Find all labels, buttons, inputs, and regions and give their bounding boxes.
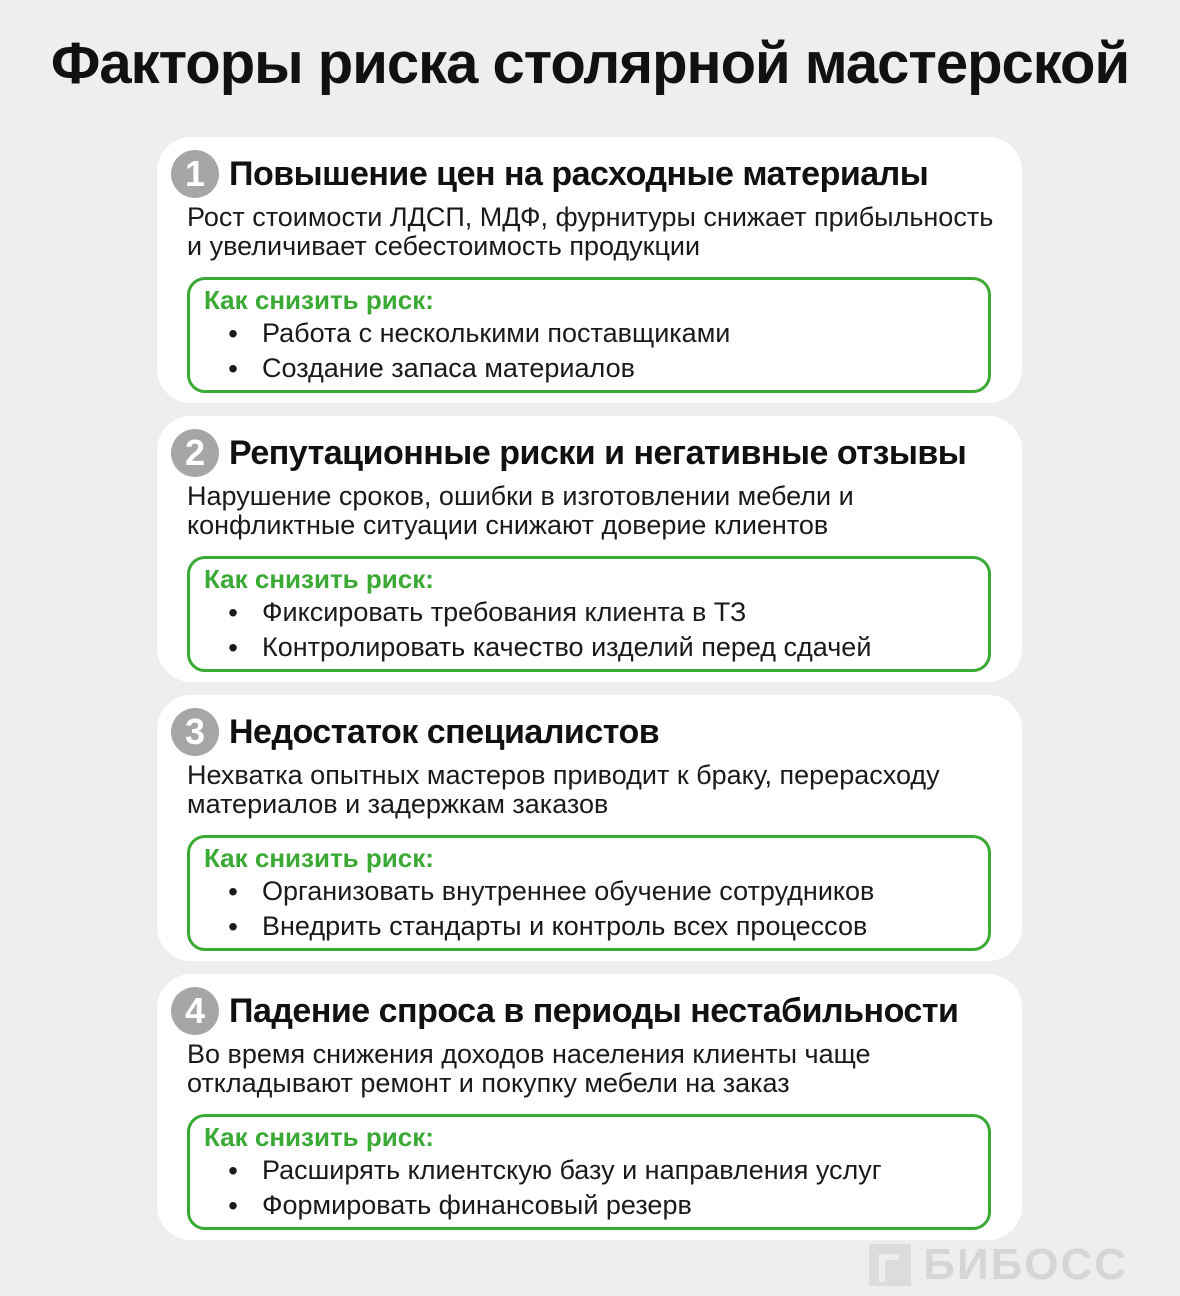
risk-card-2 — [157, 416, 1022, 682]
tip-text: Фиксировать требования клиента в ТЗ — [262, 597, 747, 627]
number-badge: 2 — [171, 429, 219, 477]
logo-icon — [869, 1244, 911, 1286]
list-item — [204, 351, 974, 386]
card-description: Рост стоимости ЛДСП, МДФ, фурнитуры снижает прибыльность и увеличивает себестоимость продукции — [187, 202, 994, 261]
tip-text: Внедрить стандарты и контроль всех процессов — [262, 911, 868, 941]
mitigation-title: Как снизить риск: — [204, 843, 434, 873]
card-title: Недостаток специалистов — [229, 712, 660, 751]
mitigation-box — [187, 1114, 991, 1230]
mitigation-box — [187, 835, 991, 951]
page-title: Факторы риска столярной мастерской — [50, 31, 1130, 96]
list-item — [204, 874, 974, 909]
bullet-icon: • — [228, 597, 238, 628]
bullet-icon: • — [228, 1190, 238, 1221]
tip-text: Работа с несколькими поставщиками — [262, 318, 731, 348]
number-badge: 1 — [171, 150, 219, 198]
risk-card-4 — [157, 974, 1022, 1240]
mitigation-box — [187, 556, 991, 672]
mitigation-list — [204, 595, 974, 665]
card-description: Во время снижения доходов населения клиенты чаще откладывают ремонт и покупку мебели на заказ — [187, 1039, 871, 1098]
tip-text: Формировать финансовый резерв — [262, 1190, 692, 1220]
logo-text: БИБОСС — [923, 1240, 1128, 1289]
card-header — [171, 708, 659, 756]
bullet-icon: • — [228, 353, 238, 384]
card-description: Нарушение сроков, ошибки в изготовлении мебели и конфликтные ситуации снижают доверие клиентов — [187, 481, 854, 540]
bullet-icon: • — [228, 1155, 238, 1186]
bullet-icon: • — [228, 911, 238, 942]
list-item — [204, 909, 974, 944]
tip-text: Создание запаса материалов — [262, 353, 635, 383]
tip-text: Расширять клиентскую базу и направления услуг — [262, 1155, 882, 1185]
bullet-icon: • — [228, 318, 238, 349]
bullet-icon: • — [228, 632, 238, 663]
mitigation-title: Как снизить риск: — [204, 1122, 434, 1152]
list-item — [204, 316, 974, 351]
risk-cards — [157, 137, 1022, 1253]
mitigation-list — [204, 1153, 974, 1223]
mitigation-box — [187, 277, 991, 393]
mitigation-title: Как снизить риск: — [204, 564, 434, 594]
list-item — [204, 595, 974, 630]
card-description: Нехватка опытных мастеров приводит к браку, перерасходу материалов и задержкам заказов — [187, 760, 940, 819]
mitigation-title: Как снизить риск: — [204, 285, 434, 315]
bullet-icon: • — [228, 876, 238, 907]
watermark-logo — [869, 1240, 1128, 1290]
tip-text: Контролировать качество изделий перед сдачей — [262, 632, 872, 662]
list-item — [204, 1153, 974, 1188]
card-header — [171, 429, 966, 477]
tip-text: Организовать внутреннее обучение сотрудников — [262, 876, 875, 906]
card-header — [171, 150, 928, 198]
card-title: Падение спроса в периоды нестабильности — [229, 991, 959, 1030]
mitigation-list — [204, 316, 974, 386]
risk-card-1 — [157, 137, 1022, 403]
list-item — [204, 1188, 974, 1223]
card-header — [171, 987, 958, 1035]
card-title: Репутационные риски и негативные отзывы — [229, 433, 967, 472]
mitigation-list — [204, 874, 974, 944]
number-badge: 3 — [171, 708, 219, 756]
card-title: Повышение цен на расходные материалы — [229, 154, 929, 193]
list-item — [204, 630, 974, 665]
risk-card-3 — [157, 695, 1022, 961]
number-badge: 4 — [171, 987, 219, 1035]
